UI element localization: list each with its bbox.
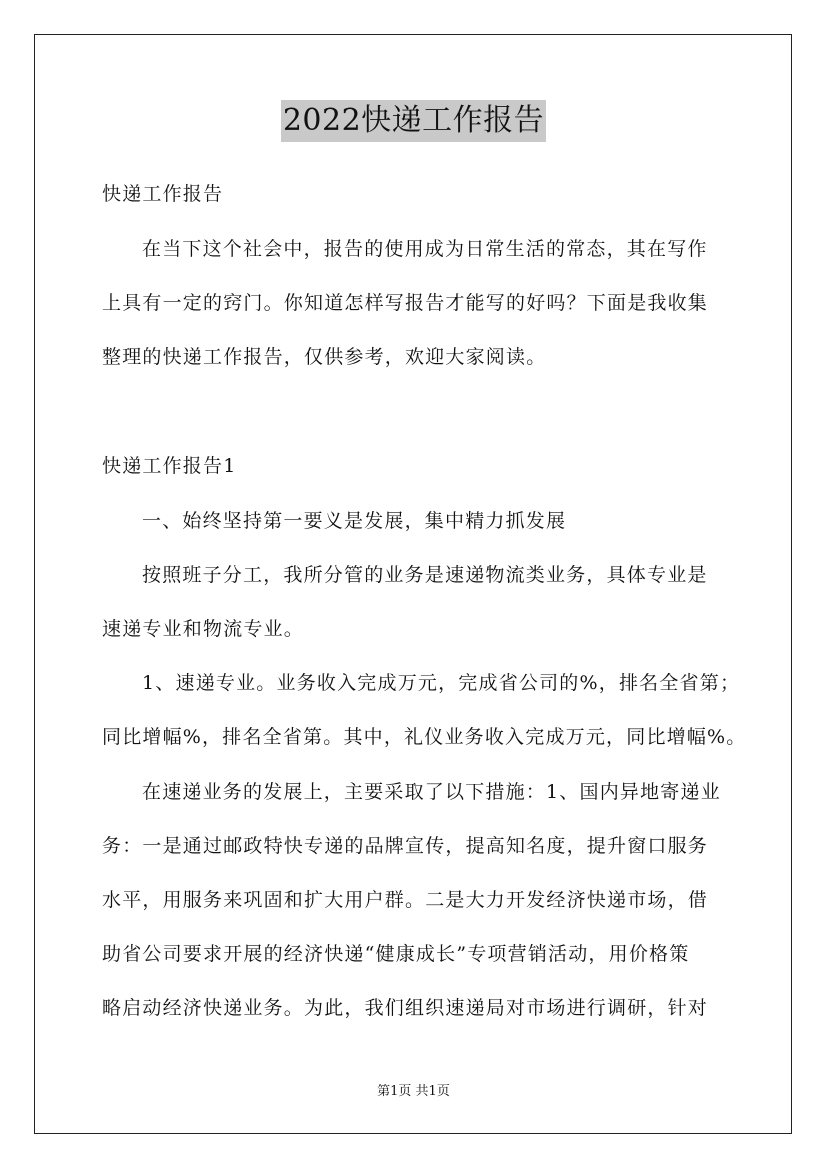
paragraph-line: 按照班子分工，我所分管的业务是速递物流类业务，具体专业是 <box>142 564 708 586</box>
subsection-heading: 一、始终坚持第一要义是发展，集中精力抓发展 <box>142 510 567 532</box>
document-title: 2022快递工作报告 <box>281 100 546 142</box>
paragraph-line: 务：一是通过邮政特快专递的品牌宣传，提高知名度，提升窗口服务 <box>102 835 709 857</box>
title-container <box>0 100 827 142</box>
paragraph-line: 助省公司要求开展的经济快递“健康成长”专项营销活动，用价格策 <box>102 943 690 965</box>
paragraph-line: 在速递业务的发展上，主要采取了以下措施：1、国内异地寄递业 <box>142 781 721 803</box>
paragraph-line: 整理的快递工作报告，仅供参考，欢迎大家阅读。 <box>102 346 547 368</box>
paragraph-line: 1、速递专业。业务收入完成万元，完成省公司的%，排名全省第； <box>142 672 741 694</box>
paragraph-line: 水平，用服务来巩固和扩大用户群。二是大力开发经济快递市场，借 <box>102 889 709 911</box>
section-heading: 快递工作报告 <box>102 183 224 205</box>
section-heading: 快递工作报告1 <box>102 455 237 477</box>
page-footer: 第1页 共1页 <box>377 1084 450 1099</box>
paragraph-line: 在当下这个社会中，报告的使用成为日常生活的常态，其在写作 <box>142 238 708 260</box>
paragraph-line: 略启动经济快递业务。为此，我们组织速递局对市场进行调研，针对 <box>102 997 709 1019</box>
paragraph-line: 速递专业和物流专业。 <box>102 618 305 640</box>
paragraph-line: 同比增幅%，排名全省第。其中，礼仪业务收入完成万元，同比增幅%。 <box>102 726 747 748</box>
paragraph-line: 上具有一定的窍门。你知道怎样写报告才能写的好吗？下面是我收集 <box>102 292 709 314</box>
